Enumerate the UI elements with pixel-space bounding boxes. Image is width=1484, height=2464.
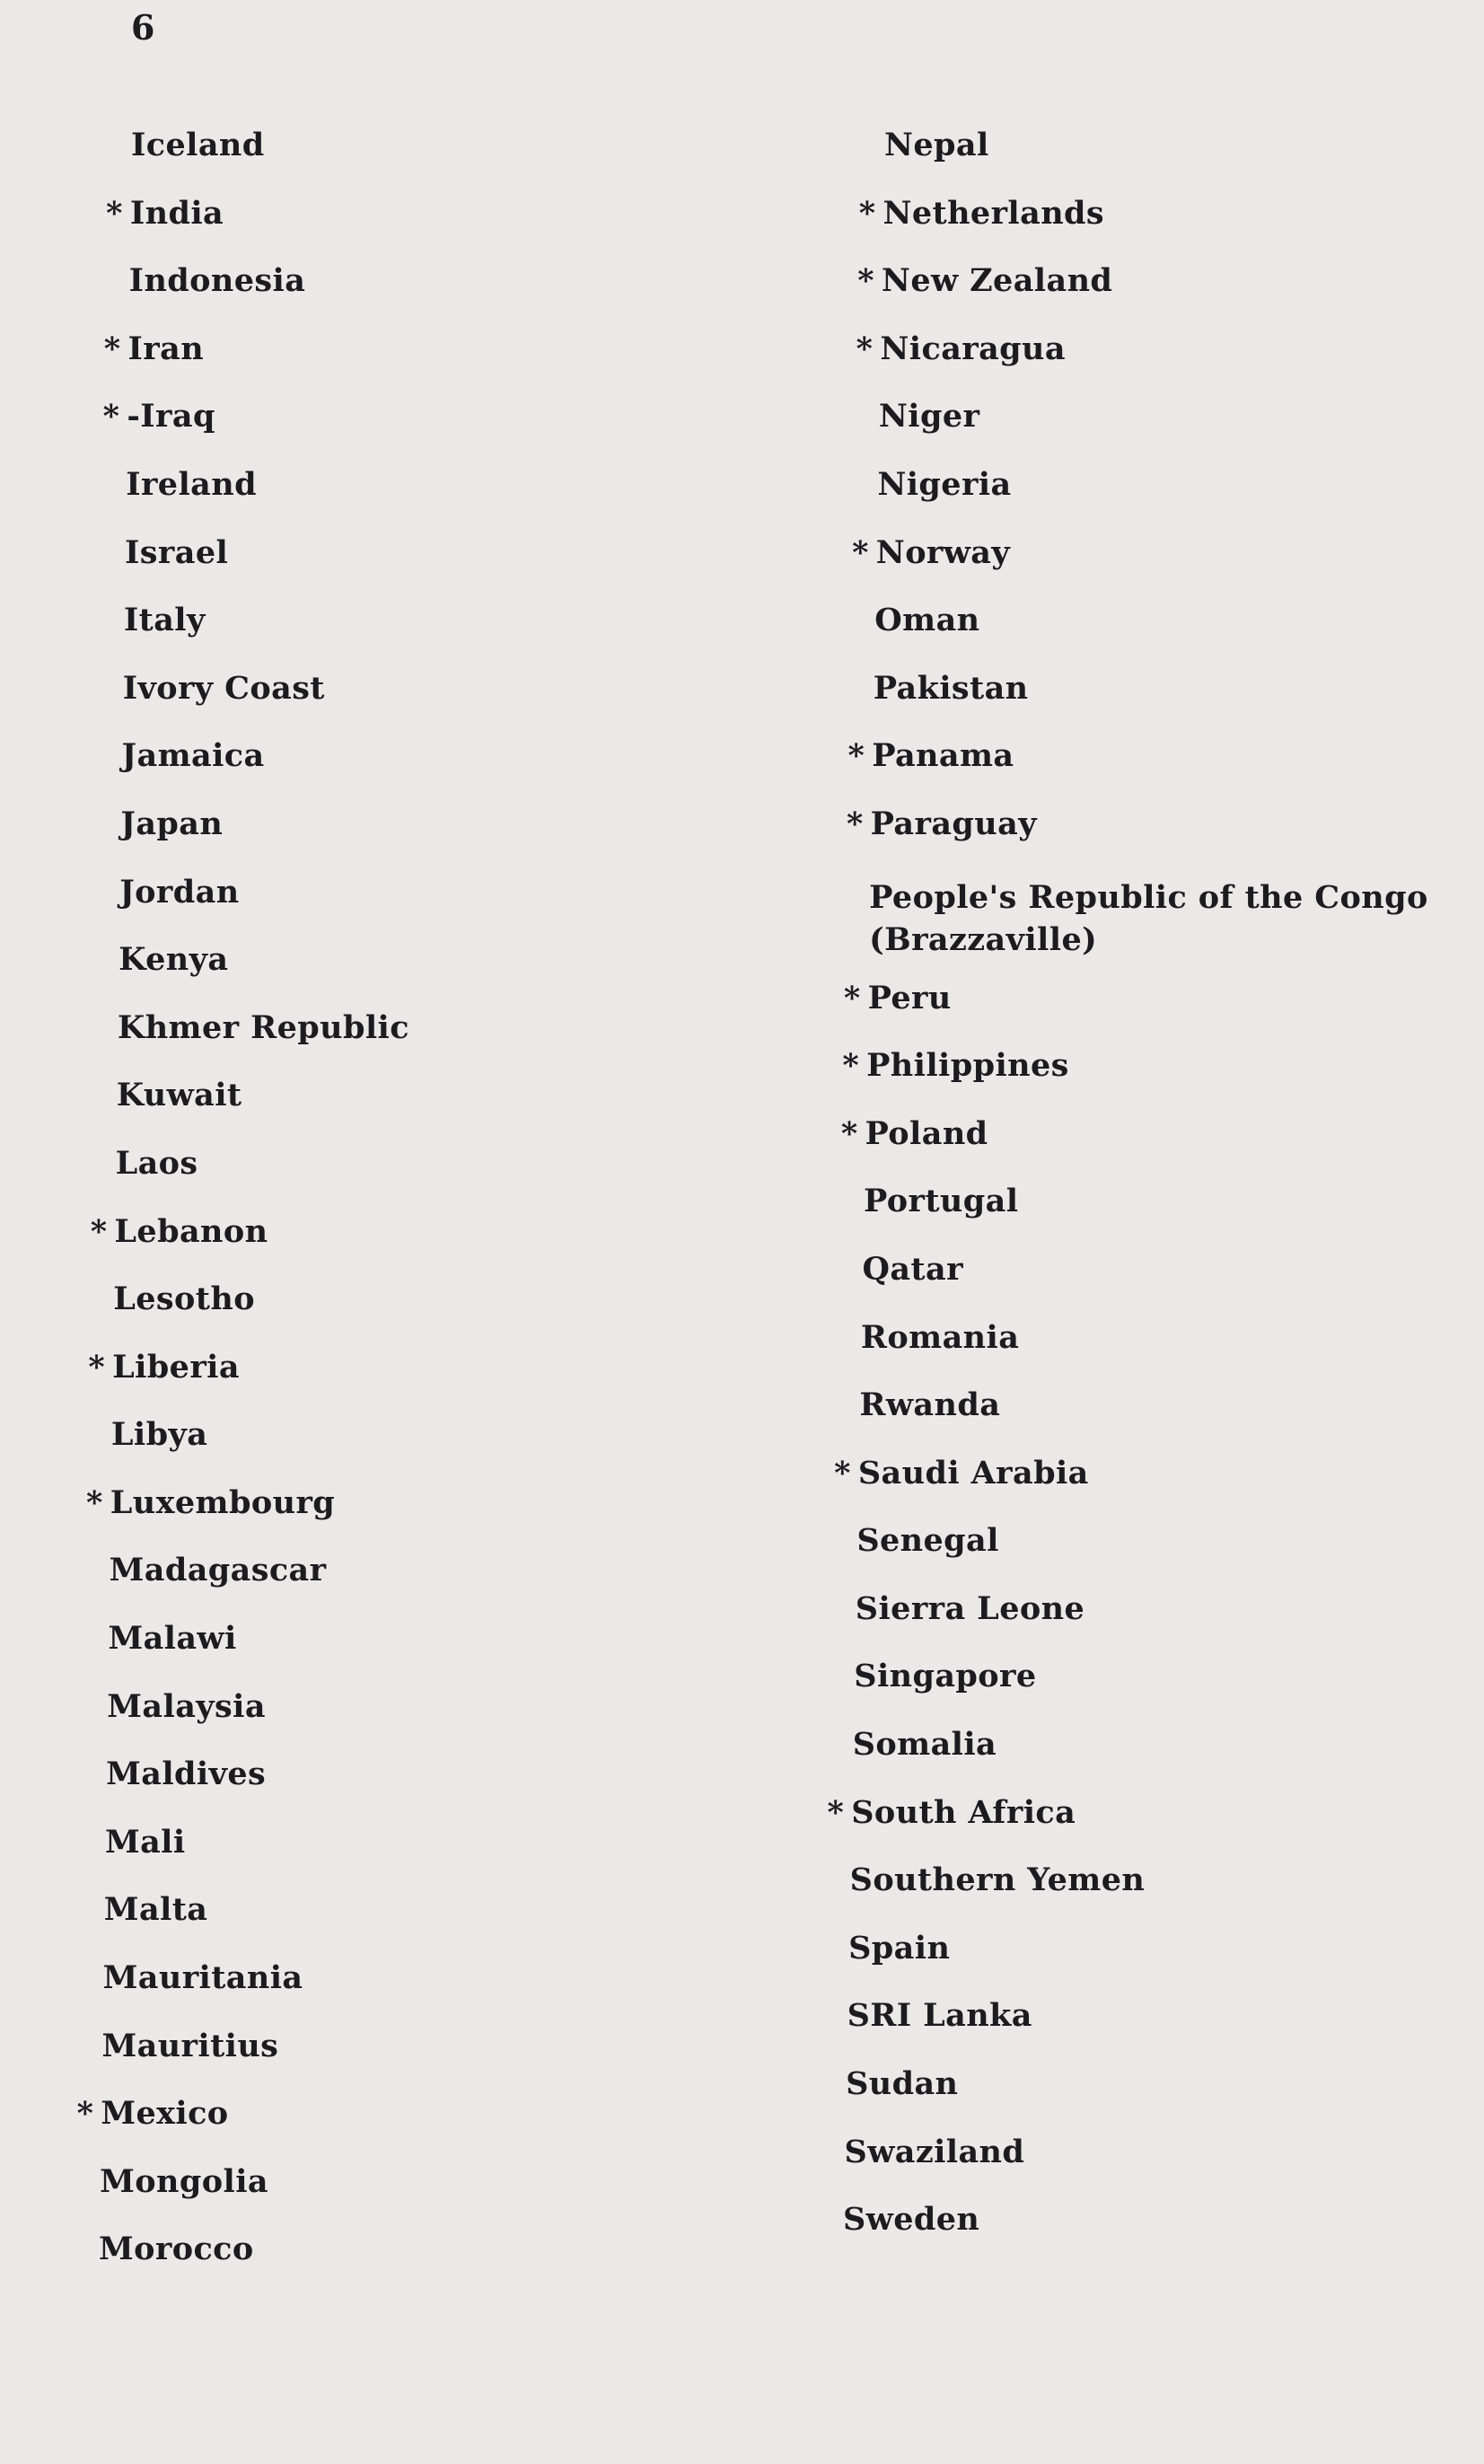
member-asterisk: * xyxy=(847,737,865,775)
member-asterisk: * xyxy=(76,2095,94,2133)
country-entry xyxy=(54,2230,754,2298)
country-entry xyxy=(54,1212,754,1280)
country-entry xyxy=(812,1046,1484,1114)
country-entry xyxy=(812,1996,1484,2064)
country-entry xyxy=(812,1182,1484,1250)
country-name: Peru xyxy=(867,979,952,1016)
country-entry xyxy=(54,736,754,805)
country-name: Khmer Republic xyxy=(117,1008,409,1046)
country-entry xyxy=(54,1144,754,1212)
country-entry xyxy=(812,1793,1484,1861)
country-entry xyxy=(812,669,1484,737)
country-name: People's Republic of the Congo (Brazzaville) xyxy=(869,878,1428,958)
country-entry xyxy=(812,1454,1484,1522)
country-name: Sierra Leone xyxy=(855,1589,1085,1627)
country-name: Italy xyxy=(123,602,206,639)
country-entry xyxy=(812,330,1484,398)
country-entry xyxy=(54,805,754,873)
country-name: Israel xyxy=(125,533,229,571)
country-name: Malaysia xyxy=(107,1687,266,1725)
country-name: Philippines xyxy=(866,1047,1069,1085)
country-entry xyxy=(54,669,754,737)
country-entry xyxy=(54,1348,754,1416)
country-entry xyxy=(54,2162,754,2231)
member-asterisk: * xyxy=(106,194,123,232)
country-name: Libya xyxy=(110,1416,208,1454)
country-name: Nicaragua xyxy=(880,330,1066,367)
country-entry xyxy=(812,397,1484,465)
country-name: Spain xyxy=(848,1929,951,1967)
country-name: Nepal xyxy=(884,127,989,163)
country-entry xyxy=(54,940,754,1008)
country-entry xyxy=(812,1521,1484,1589)
member-asterisk: * xyxy=(856,330,874,367)
country-entry xyxy=(812,2200,1484,2268)
country-name: Paraguay xyxy=(870,805,1037,842)
country-name: Romania xyxy=(860,1318,1020,1356)
country-name: Rwanda xyxy=(859,1386,1001,1424)
country-entry xyxy=(812,2064,1484,2133)
country-entry xyxy=(812,601,1484,669)
country-name: Mexico xyxy=(101,2095,229,2133)
member-asterisk: * xyxy=(840,1114,858,1152)
country-name: Netherlands xyxy=(882,194,1105,232)
country-name: Luxembourg xyxy=(110,1483,336,1521)
country-name: Mauritius xyxy=(101,2027,279,2064)
country-entry xyxy=(812,1929,1484,1997)
country-name: Morocco xyxy=(99,2231,254,2268)
country-entry xyxy=(54,1076,754,1144)
country-entry xyxy=(812,533,1484,602)
member-asterisk: * xyxy=(852,533,869,571)
country-name: Ireland xyxy=(126,465,257,503)
country-entry xyxy=(54,1280,754,1348)
country-name: Lebanon xyxy=(114,1212,268,1250)
country-name: Malta xyxy=(103,1891,208,1929)
country-name: Saudi Arabia xyxy=(857,1454,1089,1492)
country-entry xyxy=(812,194,1484,262)
country-name: Kuwait xyxy=(116,1077,242,1114)
country-entry xyxy=(812,465,1484,533)
country-name: Mongolia xyxy=(100,2162,268,2200)
country-entry xyxy=(54,1483,754,1552)
country-entry xyxy=(812,126,1484,194)
country-name: Poland xyxy=(865,1114,988,1152)
country-name: India xyxy=(129,194,224,232)
country-name: Mali xyxy=(104,1823,186,1861)
country-entry xyxy=(812,1250,1484,1318)
country-name: Lesotho xyxy=(113,1280,255,1318)
country-entry xyxy=(54,261,754,330)
country-entry xyxy=(812,805,1484,873)
member-asterisk: * xyxy=(858,194,876,232)
country-name: Somalia xyxy=(852,1726,997,1764)
country-entry xyxy=(812,1657,1484,1725)
country-name: Southern Yemen xyxy=(849,1861,1146,1899)
left-country-column xyxy=(54,126,754,2298)
country-name: Madagascar xyxy=(109,1552,327,1589)
page-number: 6 xyxy=(131,7,155,48)
country-entry xyxy=(54,873,754,941)
right-country-column xyxy=(812,126,1484,2268)
country-name: Norway xyxy=(875,533,1011,571)
country-entry xyxy=(54,465,754,533)
country-entry xyxy=(54,330,754,398)
country-name: SRI Lanka xyxy=(847,1997,1032,2035)
country-name: Iceland xyxy=(131,127,265,163)
country-name: Kenya xyxy=(119,941,229,979)
country-name: Panama xyxy=(872,737,1014,775)
member-asterisk: * xyxy=(846,805,864,842)
country-entry xyxy=(812,1589,1484,1658)
country-name: Oman xyxy=(874,602,980,639)
country-entry xyxy=(812,736,1484,805)
country-entry xyxy=(812,1114,1484,1183)
country-entry xyxy=(54,194,754,262)
member-asterisk: * xyxy=(86,1483,103,1521)
country-entry xyxy=(54,1415,754,1483)
country-name: Iran xyxy=(127,330,205,367)
member-asterisk: * xyxy=(857,262,874,300)
country-entry xyxy=(54,1890,754,1958)
country-name: -Iraq xyxy=(127,398,215,436)
country-entry xyxy=(812,1386,1484,1454)
country-name: Qatar xyxy=(862,1250,963,1288)
country-name: Jamaica xyxy=(121,737,265,775)
country-name: Sudan xyxy=(846,2065,959,2103)
member-asterisk: * xyxy=(102,398,120,436)
country-name: Liberia xyxy=(112,1348,240,1386)
member-asterisk: * xyxy=(90,1212,108,1250)
country-entry xyxy=(54,1619,754,1687)
country-entry xyxy=(812,1318,1484,1386)
country-entry xyxy=(812,2133,1484,2201)
country-name: Nigeria xyxy=(877,465,1012,503)
country-name: South Africa xyxy=(851,1793,1076,1831)
country-entry xyxy=(54,1823,754,1891)
member-asterisk: * xyxy=(843,979,861,1016)
country-name: Malawi xyxy=(108,1620,237,1658)
member-asterisk: * xyxy=(103,330,121,367)
country-name: Singapore xyxy=(854,1658,1037,1695)
country-name: Niger xyxy=(878,398,980,436)
country-name: New Zealand xyxy=(881,262,1113,300)
country-name: Laos xyxy=(115,1144,198,1182)
member-asterisk: * xyxy=(88,1348,106,1386)
country-entry xyxy=(54,1008,754,1077)
country-name: Portugal xyxy=(864,1183,1019,1220)
country-entry xyxy=(54,2094,754,2162)
country-entry xyxy=(54,533,754,602)
country-entry xyxy=(812,873,1484,979)
country-entry xyxy=(812,1725,1484,1793)
country-entry xyxy=(812,261,1484,330)
country-entry xyxy=(54,2027,754,2095)
country-name: Pakistan xyxy=(873,669,1029,707)
country-entry xyxy=(54,1958,754,2027)
country-entry xyxy=(54,1551,754,1619)
country-name: Sweden xyxy=(843,2201,980,2239)
country-entry xyxy=(812,979,1484,1047)
country-name: Mauritania xyxy=(102,1959,303,1997)
country-name: Senegal xyxy=(856,1522,999,1560)
country-name: Maldives xyxy=(106,1756,267,1793)
country-entry xyxy=(812,1861,1484,1929)
country-name: Jordan xyxy=(119,873,240,911)
member-asterisk: * xyxy=(827,1793,845,1831)
country-entry xyxy=(54,1687,754,1756)
member-asterisk: * xyxy=(834,1454,851,1492)
country-name: Japan xyxy=(120,805,224,842)
country-entry xyxy=(54,1755,754,1823)
country-name: Swaziland xyxy=(844,2133,1025,2170)
country-entry xyxy=(54,601,754,669)
country-name: Indonesia xyxy=(128,262,306,300)
member-asterisk: * xyxy=(842,1047,860,1085)
country-entry xyxy=(54,397,754,465)
country-name: Ivory Coast xyxy=(122,669,325,707)
country-entry xyxy=(54,126,754,194)
